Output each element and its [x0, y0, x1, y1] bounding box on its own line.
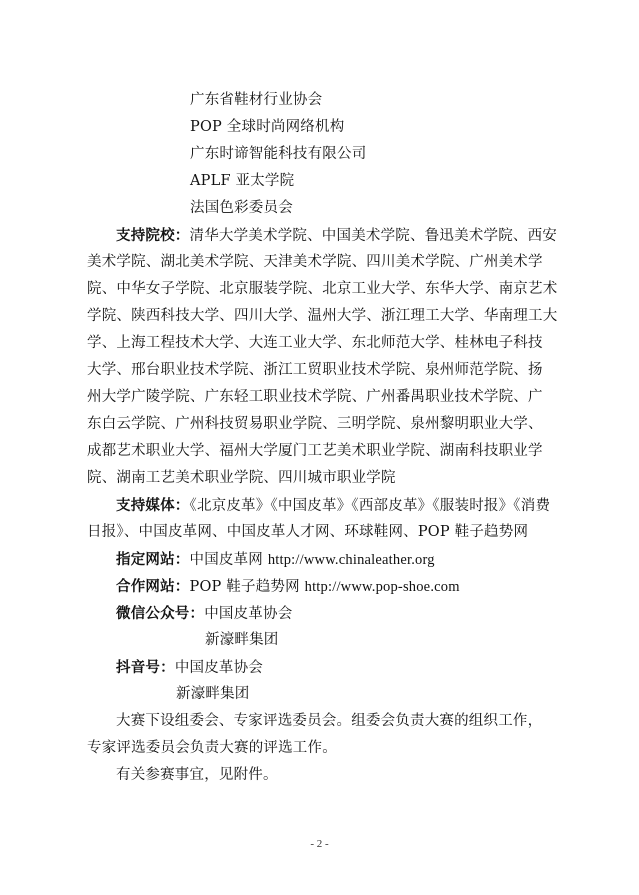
schools-text: 学院、陕西科技大学、四川大学、温州大学、浙江理工大学、华南理工大	[87, 308, 558, 324]
schools-text: 清华大学美术学院、中国美术学院、鲁迅美术学院、西安	[189, 228, 557, 244]
schools-text: 院、湖南工艺美术职业学院、四川城市职业学院	[87, 470, 396, 486]
schools-text: 大学、邢台职业技术学院、浙江工贸职业技术学院、泉州师范学院、扬	[87, 362, 543, 378]
organizer-item: 广东省鞋材行业协会	[190, 92, 323, 108]
partner-site-url[interactable]: http://www.pop-shoe.com	[304, 579, 460, 595]
organizer-item: POP 全球时尚网络机构	[190, 119, 345, 135]
media-paragraph-first-line	[116, 492, 550, 520]
organizer-item: 法国色彩委员会	[190, 200, 293, 216]
attachment-note: 有关参赛事宜，见附件。	[116, 767, 278, 783]
committees-text: 专家评选委员会负责大赛的评选工作。	[87, 740, 337, 756]
douyin-line	[116, 654, 263, 682]
schools-text: 美术学院、湖北美术学院、天津美术学院、四川美术学院、广州美术学	[87, 254, 543, 270]
partner-site-label: 合作网站：	[116, 578, 190, 595]
schools-text: 东白云学院、广州科技贸易职业学院、三明学院、泉州黎明职业大学、	[87, 416, 543, 432]
designated-site-name: 中国皮革网	[189, 552, 268, 568]
schools-text: 院、中华女子学院、北京服装学院、北京工业大学、东华大学、南京艺术	[87, 281, 558, 297]
schools-paragraph-first-line	[116, 222, 557, 250]
committees-text: 大赛下设组委会、专家评选委员会。组委会负责大赛的组织工作，	[116, 713, 543, 729]
partner-site-name: POP 鞋子趋势网	[189, 579, 305, 595]
designated-site-line	[116, 546, 435, 574]
schools-text: 学、上海工程技术大学、大连工业大学、东北师范大学、桂林电子科技	[87, 335, 543, 351]
page-number: - 2 -	[310, 838, 329, 850]
organizer-item: APLF 亚太学院	[190, 173, 295, 189]
media-label: 支持媒体：	[116, 497, 190, 514]
wechat-line	[116, 600, 292, 628]
designated-site-label: 指定网站：	[116, 551, 190, 568]
wechat-account: 中国皮革协会	[204, 606, 293, 622]
wechat-label: 微信公众号：	[116, 605, 205, 622]
schools-label: 支持院校：	[116, 227, 190, 244]
designated-site-url[interactable]: http://www.chinaleather.org	[267, 552, 435, 568]
schools-text: 成都艺术职业大学、福州大学厦门工艺美术职业学院、湖南科技职业学	[87, 443, 543, 459]
douyin-account: 新濠畔集团	[176, 686, 250, 702]
douyin-label: 抖音号：	[116, 659, 175, 676]
media-text: 《北京皮革》《中国皮革》《西部皮革》《服装时报》《消费	[189, 498, 551, 514]
partner-site-line	[116, 573, 460, 601]
wechat-account: 新濠畔集团	[205, 632, 279, 648]
douyin-account: 中国皮革协会	[174, 660, 264, 676]
media-text: 日报》、中国皮革网、中国皮革人才网、环球鞋网、POP 鞋子趋势网	[87, 524, 529, 540]
schools-text: 州大学广陵学院、广东轻工职业技术学院、广州番禺职业技术学院、广	[87, 389, 543, 405]
organizer-item: 广东时谛智能科技有限公司	[190, 146, 367, 162]
